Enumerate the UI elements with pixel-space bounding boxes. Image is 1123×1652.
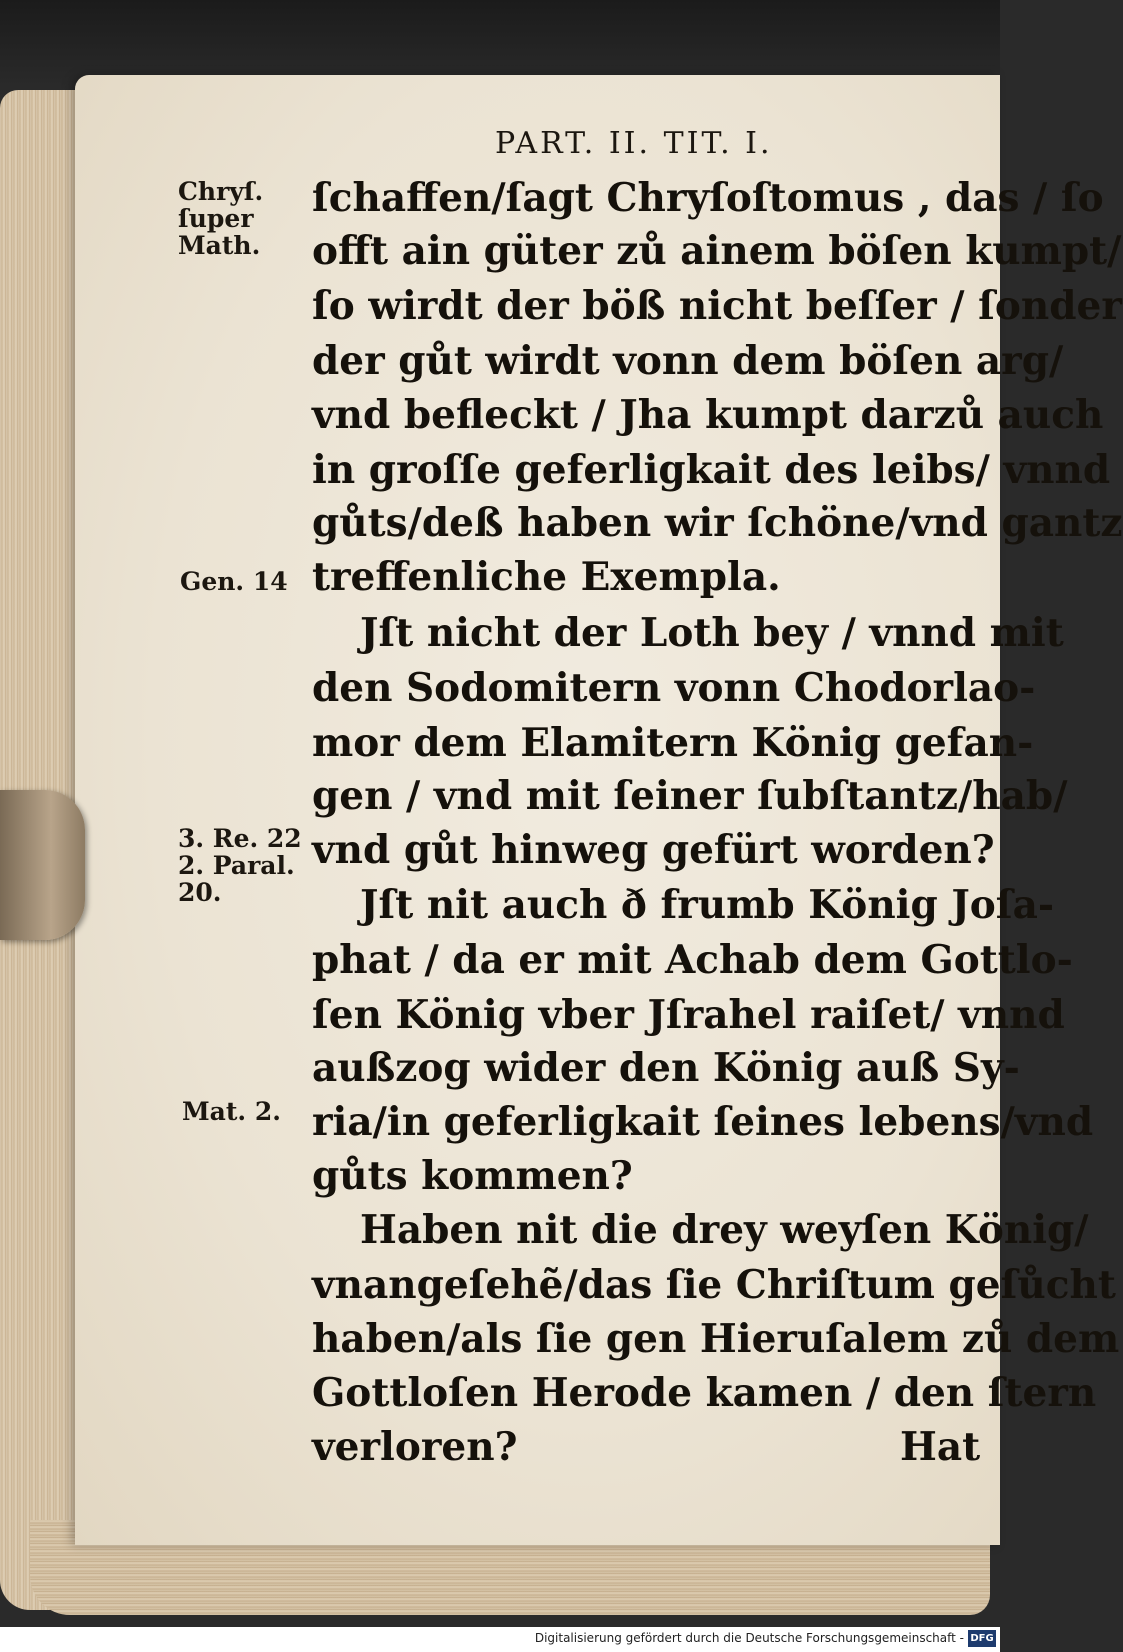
margin-note-line: Math. (178, 231, 261, 260)
margin-note-line: 3. Re. 22 (178, 824, 302, 853)
text-line: Jſt nicht der Loth bey / vnnd mit (360, 610, 1064, 656)
text-line: gen / vnd mit ſeiner ſubſtantz/hab/ (312, 773, 1068, 819)
bookmark-ribbon (0, 790, 85, 940)
text-line: gůts/deß haben wir ſchöne/vnd gantz (312, 500, 1123, 546)
margin-note-line: Chryſ. (178, 177, 264, 206)
margin-note-line: ſuper (178, 204, 254, 233)
text-line: der gůt wirdt vonn dem böſen arg/ (312, 338, 1064, 384)
margin-note-reg (178, 825, 302, 906)
text-line: verloren? (312, 1424, 518, 1470)
text-line: treffenliche Exempla. (312, 554, 781, 600)
text-line: mor dem Elamitern König gefan- (312, 720, 1034, 766)
text-line: vnangeſehẽ/das ſie Chriſtum geſůcht (312, 1262, 1116, 1308)
text-line: den Sodomitern vonn Chodorlao- (312, 665, 1036, 711)
catchword: Hat (900, 1424, 981, 1470)
text-line: Haben nit die drey weyſen König/ (360, 1207, 1089, 1253)
text-line: phat / da er mit Achab dem Gottlo- (312, 937, 1073, 983)
text-line: gůts kommen? (312, 1153, 633, 1199)
text-line: ſchaffen/ſagt Chryſoſtomus , das / ſo (312, 175, 1104, 221)
dfg-logo: DFG (968, 1630, 996, 1647)
text-line: in groſſe geferligkait des leibs/ vnnd (312, 447, 1111, 493)
footer-credit: Digitalisierung gefördert durch die Deutsche Forschungsgemeinschaft - (534, 1631, 964, 1645)
text-line: ria/in geferligkait ſeines lebens/vnd (312, 1099, 1094, 1145)
margin-note-gen (180, 568, 288, 595)
body-text (312, 0, 1123, 1362)
footer-bar (0, 1627, 1000, 1652)
text-line: vnd gůt hinweg gefürt worden? (312, 827, 995, 873)
margin-note-line: Mat. 2. (182, 1097, 281, 1126)
text-line: außzog wider den König auß Sy- (312, 1045, 1020, 1091)
text-line: Jſt nit auch ð frumb König Joſa- (360, 882, 1055, 928)
text-line: vnd befleckt / Jha kumpt darzů auch (312, 392, 1104, 438)
margin-note-chrys (178, 178, 263, 259)
text-line: ſen König vber Jſrahel raiſet/ vnnd (312, 992, 1065, 1038)
margin-note-line: 2. Paral. (178, 851, 295, 880)
margin-note-mat (182, 1098, 281, 1125)
margin-note-line: 20. (178, 878, 222, 907)
text-line: Gottloſen Herode kamen / den ſtern (312, 1370, 1097, 1416)
text-line: haben/als ſie gen Hieruſalem zů dem (312, 1316, 1120, 1362)
running-header: PART. II. TIT. I. (495, 126, 773, 161)
text-line: offt ain güter zů ainem böſen kumpt/ (312, 228, 1122, 274)
text-line: ſo wirdt der böß nicht beſſer / ſonder (312, 283, 1122, 329)
margin-note-line: Gen. 14 (180, 567, 288, 596)
